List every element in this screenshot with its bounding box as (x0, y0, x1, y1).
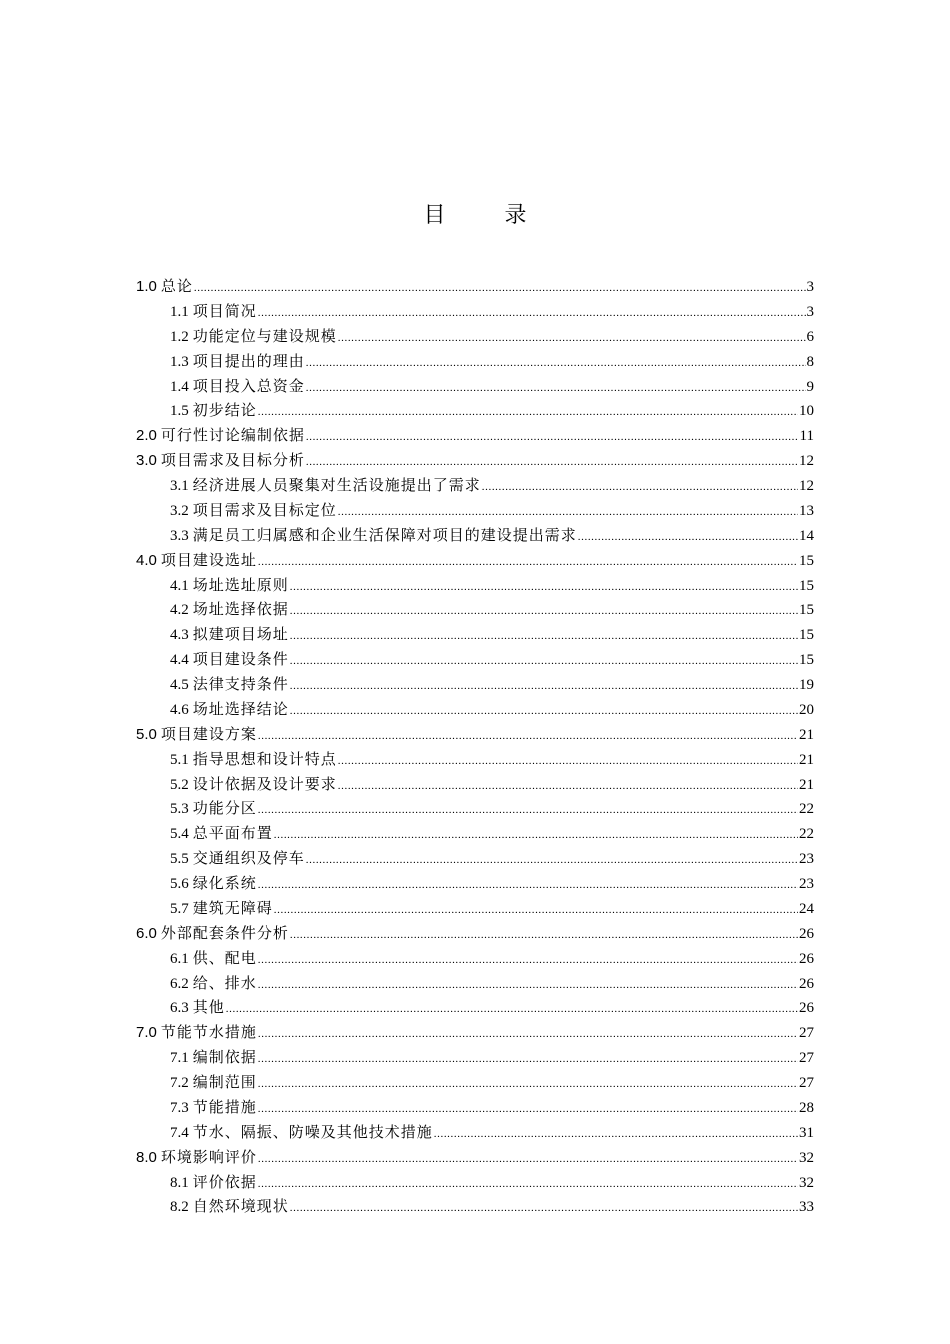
toc-entry-page-number: 15 (799, 577, 814, 594)
toc-dot-leader (290, 923, 798, 948)
toc-entry-page-number: 3 (806, 303, 814, 320)
toc-entry-page-number: 26 (799, 925, 814, 942)
toc-entry-number: 5.3 (170, 801, 189, 818)
toc-dot-leader (258, 1172, 798, 1197)
toc-entry-number: 1.1 (170, 303, 189, 320)
toc-entry-page-number: 26 (799, 950, 814, 967)
toc-chapter-entry[interactable] (0, 1145, 814, 1170)
toc-entry-label: 绿化系统 (192, 874, 257, 892)
toc-entry-page-number: 31 (799, 1124, 814, 1141)
toc-dot-leader (258, 798, 798, 823)
toc-dot-leader (258, 1147, 798, 1172)
toc-section-entry[interactable] (0, 1194, 814, 1219)
toc-section-entry[interactable] (0, 846, 814, 871)
toc-dot-leader (290, 575, 798, 600)
toc-dot-leader (258, 1072, 798, 1097)
toc-section-entry[interactable] (0, 622, 814, 647)
toc-entry-number: 1.2 (170, 328, 189, 345)
toc-chapter-entry[interactable] (0, 548, 814, 573)
toc-dot-leader (338, 326, 806, 351)
toc-entry-label: 项目需求及目标分析 (160, 451, 305, 470)
toc-entry-page-number: 32 (799, 1149, 814, 1166)
toc-entry-page-number: 24 (799, 900, 814, 917)
toc-entry-number: 6.1 (170, 950, 189, 967)
toc-entry-label: 功能分区 (192, 799, 257, 818)
toc-section-entry[interactable] (0, 398, 814, 423)
toc-dot-leader (290, 674, 798, 699)
toc-dot-leader (306, 425, 799, 450)
toc-entry-number: 3.2 (170, 502, 189, 519)
toc-section-entry[interactable] (0, 573, 814, 598)
toc-dot-leader (290, 599, 798, 624)
toc-dot-leader (258, 550, 798, 575)
toc-entry-label: 交通组织及停车 (192, 849, 305, 868)
toc-entry-page-number: 12 (799, 453, 814, 470)
toc-entry-page-number: 20 (799, 701, 814, 718)
toc-entry-page-number: 21 (799, 751, 814, 768)
toc-entry-label: 总论 (160, 277, 193, 295)
toc-section-entry[interactable] (0, 374, 814, 399)
toc-entry-page-number: 10 (799, 403, 814, 420)
toc-entry-number: 8.1 (170, 1174, 189, 1191)
toc-entry-label: 项目提出的理由 (192, 351, 305, 370)
toc-entry-number: 5.1 (170, 751, 189, 768)
toc-entry-number: 3.1 (170, 478, 189, 494)
toc-section-entry[interactable] (0, 498, 814, 523)
toc-entry-page-number: 21 (799, 726, 814, 743)
toc-chapter-entry[interactable] (0, 921, 814, 946)
toc-dot-leader (578, 525, 798, 550)
toc-entry-label: 建筑无障碍 (192, 898, 273, 917)
toc-entry-number: 4.4 (170, 652, 189, 669)
toc-entry-number: 2.0 (136, 427, 157, 445)
toc-entry-label: 场址选择依据 (192, 600, 289, 619)
toc-entry-page-number: 14 (799, 527, 814, 544)
toc-dot-leader (258, 400, 798, 425)
toc-entry-number: 4.1 (170, 577, 189, 594)
toc-dot-leader (274, 823, 798, 848)
toc-entry-number: 6.2 (170, 975, 189, 992)
toc-dot-leader (338, 500, 798, 525)
toc-dot-leader (338, 774, 798, 799)
toc-entry-number: 5.7 (170, 900, 189, 917)
toc-entry-page-number: 21 (799, 776, 814, 793)
toc-dot-leader (290, 1196, 798, 1221)
toc-entry-number: 3.0 (136, 452, 157, 470)
toc-section-entry[interactable] (0, 473, 814, 498)
toc-entry-page-number: 26 (799, 1000, 814, 1017)
toc-entry-label: 编制范围 (192, 1073, 257, 1091)
toc-entry-page-number: 27 (799, 1050, 814, 1067)
toc-entry-page-number: 22 (799, 801, 814, 818)
toc-section-entry[interactable] (0, 647, 814, 672)
toc-dot-leader (434, 1122, 798, 1147)
toc-dot-leader (290, 649, 798, 674)
toc-section-entry[interactable] (0, 946, 814, 971)
toc-entry-page-number: 26 (799, 975, 814, 992)
toc-dot-leader (306, 450, 798, 475)
toc-entry-page-number: 15 (799, 602, 814, 619)
toc-entry-number: 1.0 (136, 278, 157, 295)
toc-entry-page-number: 22 (799, 826, 814, 843)
toc-section-entry[interactable] (0, 871, 814, 896)
toc-entry-label: 供、配电 (192, 948, 257, 967)
toc-entry-number: 7.1 (170, 1050, 189, 1067)
toc-entry-number: 7.0 (136, 1024, 157, 1042)
toc-entry-number: 4.2 (170, 602, 189, 619)
toc-chapter-entry[interactable] (0, 722, 814, 747)
toc-entry-number: 5.6 (170, 876, 189, 892)
toc-entry-page-number: 11 (799, 428, 814, 445)
toc-entry-label: 编制依据 (192, 1048, 257, 1067)
toc-section-entry[interactable] (0, 772, 814, 797)
toc-entry-page-number: 32 (799, 1174, 814, 1191)
toc-section-entry[interactable] (0, 324, 814, 349)
toc-dot-leader (306, 376, 806, 401)
toc-dot-leader (258, 1047, 798, 1072)
toc-entry-number: 4.3 (170, 627, 189, 644)
toc-chapter-entry[interactable] (0, 274, 814, 299)
toc-entry-page-number: 23 (799, 851, 814, 868)
toc-entry-number: 5.4 (170, 826, 189, 843)
toc-entry-page-number: 13 (799, 502, 814, 519)
toc-dot-leader (258, 1022, 798, 1047)
toc-entry-page-number: 8 (806, 353, 814, 370)
toc-section-entry[interactable] (0, 1045, 814, 1070)
toc-entry-label: 项目建设条件 (192, 650, 289, 669)
toc-entry-page-number: 27 (799, 1025, 814, 1042)
toc-entry-label: 项目简况 (192, 301, 257, 320)
toc-entry-label: 评价依据 (192, 1172, 257, 1191)
toc-section-entry[interactable] (0, 995, 814, 1020)
toc-dot-leader (338, 749, 798, 774)
toc-entry-number: 1.4 (170, 378, 189, 395)
toc-entry-number: 5.2 (170, 776, 189, 793)
toc-entry-label: 自然环境现状 (192, 1197, 289, 1216)
toc-entry-number: 8.2 (170, 1199, 189, 1216)
toc-section-entry[interactable] (0, 597, 814, 622)
toc-entry-page-number: 12 (799, 478, 814, 494)
toc-entry-label: 初步结论 (192, 401, 257, 420)
toc-entry-number: 7.3 (170, 1099, 189, 1116)
toc-section-entry[interactable] (0, 747, 814, 772)
toc-entry-number: 7.2 (170, 1075, 189, 1091)
toc-section-entry[interactable] (0, 1120, 814, 1145)
toc-dot-leader (226, 997, 798, 1022)
toc-dot-leader (194, 276, 806, 301)
toc-section-entry[interactable] (0, 796, 814, 821)
toc-entry-label: 其他 (192, 998, 225, 1017)
toc-dot-leader (290, 699, 798, 724)
toc-entry-number: 6.3 (170, 1000, 189, 1017)
toc-entry-label: 项目建设选址 (160, 550, 257, 569)
toc-dot-leader (482, 475, 798, 500)
toc-entry-page-number: 33 (799, 1199, 814, 1216)
toc-entry-label: 外部配套条件分析 (160, 923, 289, 942)
toc-entry-number: 4.6 (170, 701, 189, 718)
toc-entry-label: 满足员工归属感和企业生活保障对项目的建设提出需求 (192, 525, 577, 544)
toc-entry-label: 可行性讨论编制依据 (160, 426, 305, 445)
toc-dot-leader (258, 1097, 798, 1122)
toc-entry-number: 1.5 (170, 403, 189, 420)
toc-entry-label: 经济进展人员聚集对生活设施提出了需求 (192, 476, 481, 494)
toc-entry-number: 3.3 (170, 527, 189, 544)
toc-entry-page-number: 15 (799, 652, 814, 669)
toc-entry-label: 场址选址原则 (192, 575, 289, 594)
toc-section-entry[interactable] (0, 821, 814, 846)
toc-entry-page-number: 15 (799, 552, 814, 569)
toc-dot-leader (306, 848, 798, 873)
toc-entry-page-number: 27 (799, 1075, 814, 1091)
toc-entry-number: 5.0 (136, 725, 157, 743)
toc-entry-page-number: 3 (806, 279, 814, 295)
toc-entry-number: 6.0 (136, 924, 157, 942)
toc-section-entry[interactable] (0, 971, 814, 996)
toc-section-entry[interactable] (0, 1170, 814, 1195)
toc-dot-leader (258, 948, 798, 973)
toc-entry-page-number: 23 (799, 876, 814, 892)
toc-entry-number: 5.5 (170, 851, 189, 868)
toc-dot-leader (258, 724, 798, 749)
toc-entry-label: 项目投入总资金 (192, 376, 305, 395)
toc-dot-leader (258, 301, 806, 326)
toc-section-entry[interactable] (0, 672, 814, 697)
toc-entry-label: 节水、隔振、防噪及其他技术措施 (192, 1122, 433, 1141)
toc-entry-page-number: 15 (799, 627, 814, 644)
toc-entry-label: 给、排水 (192, 973, 257, 992)
toc-chapter-entry[interactable] (0, 1020, 814, 1045)
toc-entry-label: 节能措施 (192, 1097, 257, 1116)
toc-section-entry[interactable] (0, 1070, 814, 1095)
toc-section-entry[interactable] (0, 523, 814, 548)
toc-entry-number: 4.5 (170, 677, 189, 693)
toc-entry-label: 拟建项目场址 (192, 625, 289, 644)
toc-entry-label: 法律支持条件 (192, 675, 289, 693)
toc-entry-label: 项目需求及目标定位 (192, 500, 337, 519)
toc-dot-leader (290, 624, 798, 649)
toc-entry-label: 功能定位与建设规模 (192, 326, 337, 345)
toc-chapter-entry[interactable] (0, 448, 814, 473)
toc-entry-label: 场址选择结论 (192, 699, 289, 718)
toc-title: 目 录 (423, 203, 553, 228)
toc-section-entry[interactable] (0, 349, 814, 374)
toc-entry-label: 环境影响评价 (160, 1147, 257, 1166)
toc-chapter-entry[interactable] (0, 423, 814, 448)
toc-entry-page-number: 9 (806, 378, 814, 395)
toc-dot-leader (258, 973, 798, 998)
toc-section-entry[interactable] (0, 896, 814, 921)
toc-section-entry[interactable] (0, 1095, 814, 1120)
toc-entry-page-number: 6 (806, 328, 814, 345)
toc-entry-label: 项目建设方案 (160, 724, 257, 743)
toc-entry-label: 节能节水措施 (160, 1023, 257, 1042)
toc-entry-number: 7.4 (170, 1124, 189, 1141)
toc-entry-page-number: 28 (799, 1099, 814, 1116)
toc-dot-leader (258, 873, 798, 898)
toc-entry-number: 4.0 (136, 551, 157, 569)
toc-section-entry[interactable] (0, 697, 814, 722)
toc-entry-label: 设计依据及设计要求 (192, 774, 337, 793)
toc-entry-number: 1.3 (170, 353, 189, 370)
toc-dot-leader (306, 351, 806, 376)
toc-entry-number: 8.0 (136, 1148, 157, 1166)
toc-entry-page-number: 19 (799, 677, 814, 693)
toc-entry-label: 指导思想和设计特点 (192, 749, 337, 768)
toc-list (0, 274, 950, 1219)
toc-section-entry[interactable] (0, 299, 814, 324)
toc-entry-label: 总平面布置 (192, 824, 273, 843)
toc-dot-leader (274, 898, 798, 923)
